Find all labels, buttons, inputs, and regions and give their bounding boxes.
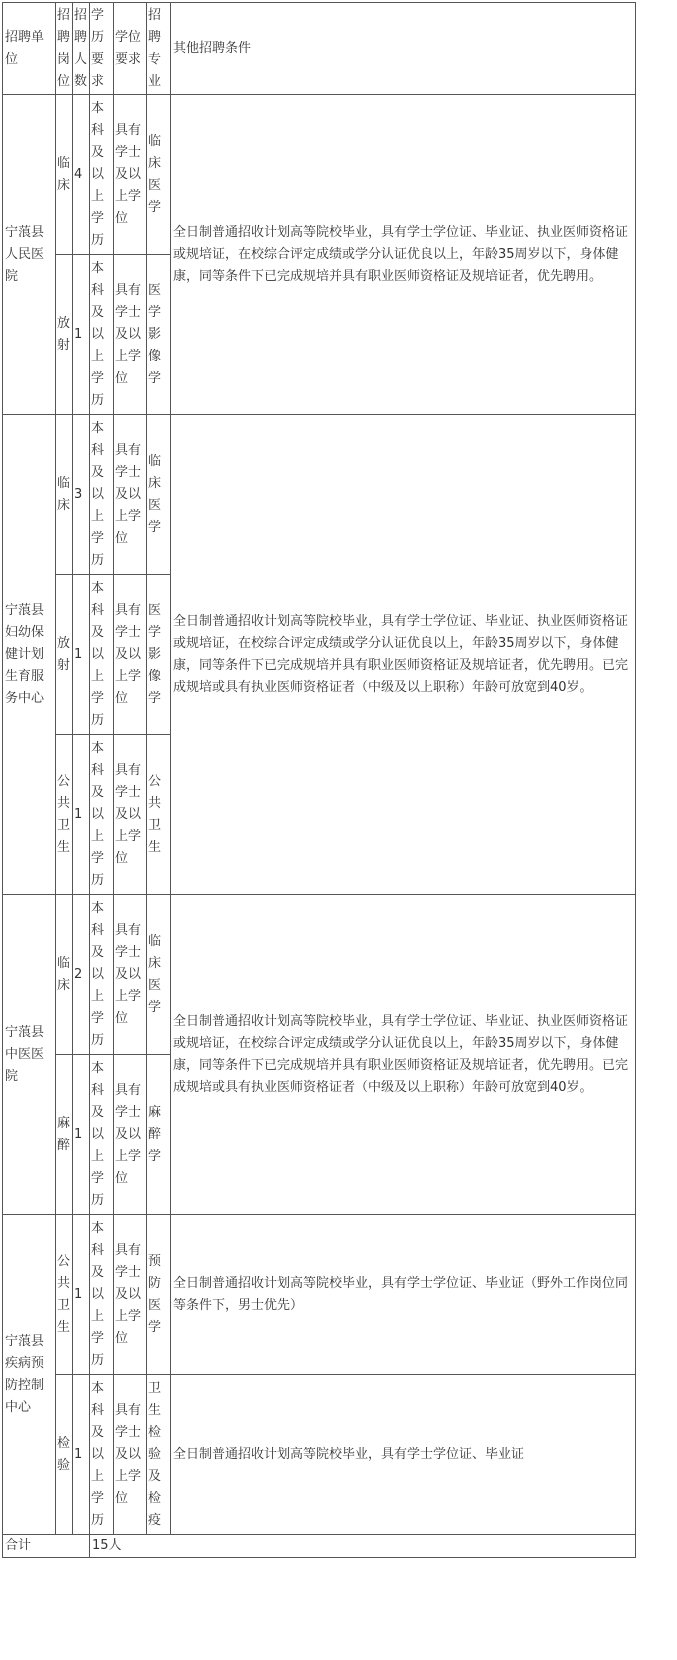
post-major: 临床医学 [147, 895, 171, 1055]
unit-name: 宁蒗县疾病预防控制中心 [3, 1215, 56, 1535]
post-major: 卫生检验及检疫 [147, 1375, 171, 1535]
unit-conditions: 全日制普通招收计划高等院校毕业，具有学士学位证、毕业证、执业医师资格证或规培证，在校综合评定成绩或学分认证优良以上，年龄35周岁以下，身体健康，同等条件下已完成规培并具有职业医师资格证及规培证者，优先聘用。已完成规培或具有执业医师资格证者（中级及以上职称）年龄可放宽到40岁。 [171, 415, 636, 895]
post-major: 医学影像学 [147, 575, 171, 735]
post-degree: 具有学士及以上学位 [114, 1055, 147, 1215]
post-count: 2 [73, 895, 90, 1055]
header-degree: 学位要求 [114, 3, 147, 95]
post-degree: 具有学士及以上学位 [114, 1375, 147, 1535]
post-major: 医学影像学 [147, 255, 171, 415]
post-name: 检验 [56, 1375, 73, 1535]
header-major: 招聘专业 [147, 3, 171, 95]
post-education: 本科及以上学历 [90, 1215, 114, 1375]
post-name: 放射 [56, 575, 73, 735]
post-conditions: 全日制普通招收计划高等院校毕业，具有学士学位证、毕业证 [171, 1375, 636, 1535]
post-major: 预防医学 [147, 1215, 171, 1375]
post-degree: 具有学士及以上学位 [114, 895, 147, 1055]
unit-name: 宁蒗县妇幼保健计划生育服务中心 [3, 415, 56, 895]
post-count: 1 [73, 255, 90, 415]
total-value: 15人 [90, 1535, 636, 1558]
post-education: 本科及以上学历 [90, 1055, 114, 1215]
post-count: 1 [73, 1055, 90, 1215]
post-education: 本科及以上学历 [90, 895, 114, 1055]
post-degree: 具有学士及以上学位 [114, 735, 147, 895]
post-name: 麻醉 [56, 1055, 73, 1215]
table-row [3, 415, 636, 575]
table-row [3, 1375, 636, 1535]
post-conditions: 全日制普通招收计划高等院校毕业，具有学士学位证、毕业证（野外工作岗位同等条件下，男士优先） [171, 1215, 636, 1375]
post-degree: 具有学士及以上学位 [114, 95, 147, 255]
header-education: 学历要求 [90, 3, 114, 95]
post-education: 本科及以上学历 [90, 415, 114, 575]
post-education: 本科及以上学历 [90, 575, 114, 735]
post-education: 本科及以上学历 [90, 1375, 114, 1535]
post-count: 3 [73, 415, 90, 575]
post-degree: 具有学士及以上学位 [114, 575, 147, 735]
table-row [3, 895, 636, 1055]
post-major: 公共卫生 [147, 735, 171, 895]
post-count: 1 [73, 1215, 90, 1375]
post-name: 公共卫生 [56, 1215, 73, 1375]
post-degree: 具有学士及以上学位 [114, 255, 147, 415]
header-count: 招聘人数 [73, 3, 90, 95]
header-other: 其他招聘条件 [171, 3, 636, 95]
unit-name: 宁蒗县人民医院 [3, 95, 56, 415]
post-count: 1 [73, 1375, 90, 1535]
unit-conditions: 全日制普通招收计划高等院校毕业，具有学士学位证、毕业证、执业医师资格证或规培证，在校综合评定成绩或学分认证优良以上，年龄35周岁以下，身体健康，同等条件下已完成规培并具有职业医师资格证及规培证者，优先聘用。 [171, 95, 636, 415]
post-count: 1 [73, 735, 90, 895]
post-name: 临床 [56, 95, 73, 255]
header-row [3, 3, 636, 95]
post-count: 4 [73, 95, 90, 255]
post-name: 临床 [56, 415, 73, 575]
post-name: 临床 [56, 895, 73, 1055]
recruitment-table [2, 2, 636, 1558]
unit-name: 宁蒗县中医医院 [3, 895, 56, 1215]
total-row [3, 1535, 636, 1558]
unit-conditions: 全日制普通招收计划高等院校毕业，具有学士学位证、毕业证、执业医师资格证或规培证，在校综合评定成绩或学分认证优良以上，年龄35周岁以下，身体健康，同等条件下已完成规培并具有职业医师资格证及规培证者，优先聘用。已完成规培或具有执业医师资格证者（中级及以上职称）年龄可放宽到40岁。 [171, 895, 636, 1215]
post-education: 本科及以上学历 [90, 735, 114, 895]
post-count: 1 [73, 575, 90, 735]
post-major: 临床医学 [147, 95, 171, 255]
post-degree: 具有学士及以上学位 [114, 1215, 147, 1375]
table-row [3, 95, 636, 255]
header-post: 招聘岗位 [56, 3, 73, 95]
post-education: 本科及以上学历 [90, 95, 114, 255]
post-name: 公共卫生 [56, 735, 73, 895]
post-degree: 具有学士及以上学位 [114, 415, 147, 575]
post-education: 本科及以上学历 [90, 255, 114, 415]
table-row [3, 1215, 636, 1375]
post-major: 麻醉学 [147, 1055, 171, 1215]
header-unit: 招聘单位 [3, 3, 56, 95]
post-name: 放射 [56, 255, 73, 415]
total-label: 合计 [3, 1535, 90, 1558]
post-major: 临床医学 [147, 415, 171, 575]
